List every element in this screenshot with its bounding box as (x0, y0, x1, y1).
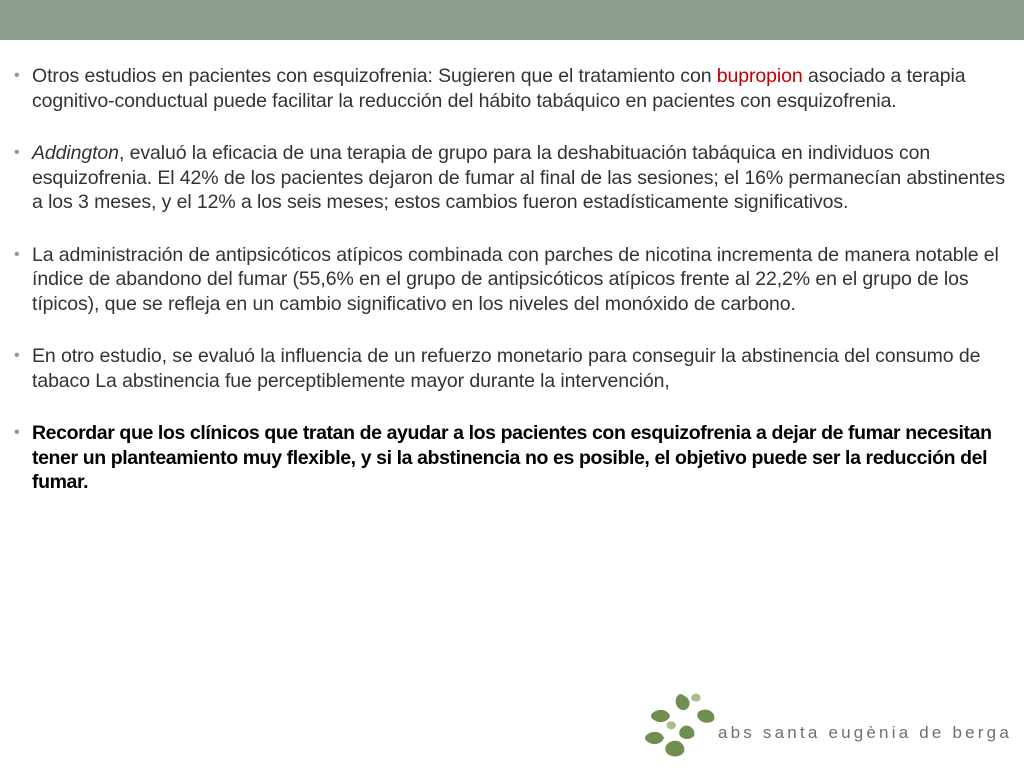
bullet-dot: • (14, 347, 20, 364)
logo-text: abs santa eugènia de berga (718, 723, 1012, 742)
abs-logo (640, 690, 1020, 760)
bullet-text: Recordar que los clínicos que tratan de ayudar a los pacientes con esquizofrenia a dejar de fumar necesitan tener un planteamiento muy flexible, y si la abstinencia no es posible, el objetivo puede ser la reducción del fumar. (32, 422, 992, 493)
bullet-dot: • (14, 144, 20, 161)
bullet-text: , evaluó la eficacia de una terapia de grupo para la deshabituación tabáquica en individuos con esquizofrenia. El 42% de los pacientes dejaron de fumar al final de las sesiones; el 16% permanecían abstinentes a los 3 meses, y el 12% a los seis meses; estos cambios fueron estadísticamente significativos. (32, 142, 1006, 213)
bullet-text-cont: asociado a terapia cognitivo-conductual puede facilitar la reducción del hábito tabáquico en pacientes con esquizofrenia. (32, 65, 966, 112)
bullet-text: Otros estudios en pacientes con esquizofrenia: Sugieren que el tratamiento con (32, 65, 717, 87)
author-name: Addington (32, 142, 119, 164)
bullet-recordar (12, 421, 1012, 495)
highlight-bupropion: bupropion (716, 65, 803, 87)
leaf-cluster-icon (640, 690, 720, 760)
bullet-text: En otro estudio, se evaluó la influencia de un refuerzo monetario para conseguir la abstinencia del consumo de tabaco La abstinencia fue perceptiblemente mayor durante la intervención, (32, 345, 981, 392)
bullet-bupropion (12, 64, 1012, 113)
top-bar (0, 0, 1024, 40)
bullet-refuerzo-monetario (12, 344, 1012, 393)
bullet-addington (12, 141, 1012, 215)
bullet-dot: • (14, 245, 20, 263)
bullet-dot: • (14, 424, 20, 441)
bullet-dot: • (14, 67, 20, 84)
bullet-antipsicoticos (12, 243, 1012, 317)
bullet-text: La administración de antipsicóticos atípicos combinada con parches de nicotina incrementa de manera notable el índice de abandono del fumar (55,6% en el grupo de antipsicóticos atípicos frente al 22,2% en el grupo de los típicos), que se refleja en un cambio significativo en los niveles del monóxido de carbono. (32, 243, 999, 315)
slide-content (12, 64, 1012, 523)
